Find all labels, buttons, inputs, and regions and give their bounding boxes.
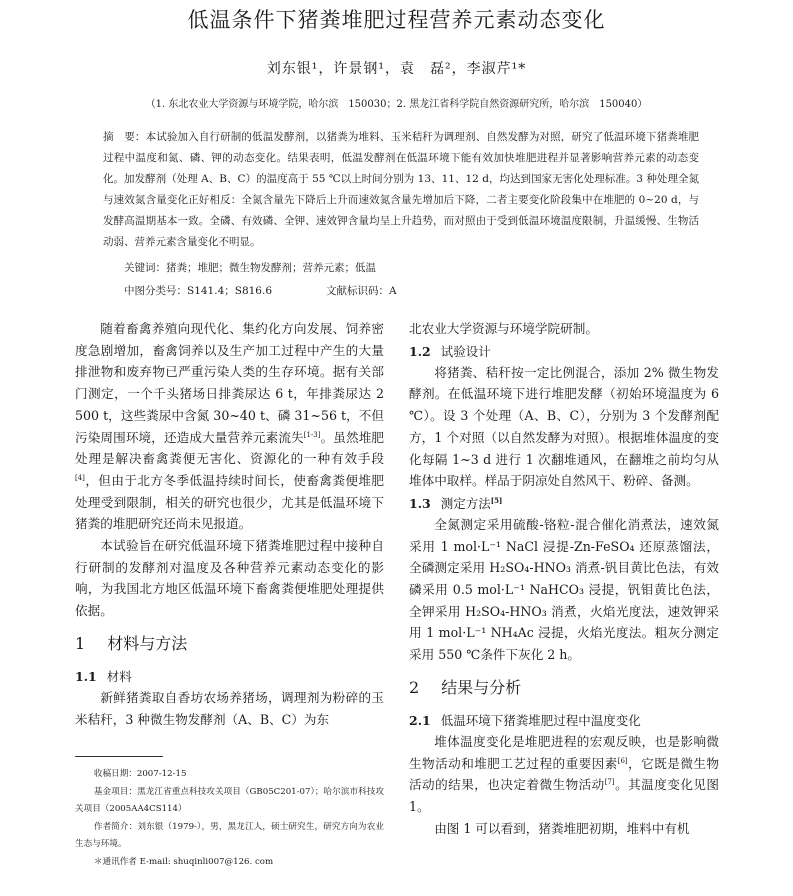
- abstract-label: 摘 要：: [103, 131, 146, 143]
- intro-paragraph-1: 随着畜禽养殖向现代化、集约化方向发展、饲养密度急剧增加，畜禽饲养以及生产加工过程中产生的大量排泄物和废弃物已严重污染人类的生存环境。据有关部门测定，一个千头猪场日排粪尿达 6 t，年排粪尿达 2 500 t，这些粪尿中含氮 30~40 t、磷 31~56 t，不但污染周围环境，还造成大量营养元素流失[1-3]。虽然堆肥处理是解决畜禽粪便无害化、资源化的一种有效手段[4]，但由于北方冬季低温持续时间长，使畜禽粪便堆肥处理受到限制，相关的研究也很少，尤其是低温环境下猪粪的堆肥研究还尚未见报道。: [75, 321, 385, 532]
- paper-title: 低温条件下猪粪堆肥过程营养元素动态变化: [187, 8, 606, 32]
- clc-number: 中图分类号：S141.4；S816.6: [124, 285, 273, 297]
- intro-paragraph-2: 本试验旨在研究低温环境下猪粪堆肥过程中接种自行研制的发酵剂对温度及各种营养元素动态变化的影响，为我国北方地区低温环境下畜禽粪便堆肥处理提供依据。: [75, 538, 384, 619]
- section-heading-2: 2 结果与分析: [409, 677, 522, 697]
- footnote-received: 收稿日期：2007-12-15: [93, 769, 187, 779]
- footnote-fund: 基金项目：黑龙江省重点科技攻关项目（GB05C201-07）；哈尔滨市科技攻关项目（2005AA4CS114）: [75, 786, 384, 814]
- left-column: [75, 318, 384, 730]
- right-column: [409, 318, 719, 839]
- keywords: 关键词：猪粪；堆肥；微生物发酵剂；营养元素；低温: [124, 262, 376, 274]
- footnotes: [75, 766, 384, 871]
- citation: [1-3]: [303, 430, 321, 439]
- classification-line: [124, 283, 397, 298]
- materials-paragraph: 新鲜猪粪取自香坊农场养猪场，调理剂为粉碎的玉米秸秆，3 种微生物发酵剂（A、B、C）为东: [75, 689, 384, 727]
- abstract-text: 本试验加入自行研制的低温发酵剂，以猪粪为堆料、玉米秸秆为调理剂、自然发酵为对照，研究了低温环境下猪粪堆肥过程中温度和氮、磷、钾的动态变化。结果表明，低温发酵剂在低温环境下能有效加快堆肥进程并显著影响营养元素的动态变化。加发酵剂（处理 A、B、C）的温度高于 55 ℃以上时间分别为 13、11、12 d，均达到国家无害化处理标准。3 种处理全氮与速效氮含量变化正好相反：全氮含量先下降后上升而速效氮含量先增加后下降，二者主要变化阶段集中在堆肥的 0~20 d，与发酵高温期基本一致。全磷、有效磷、全钾、速效钾含量均呈上升趋势，而对照由于受到低温环境温度限制，升温缓慢、生物活动弱、营养元素含量变化不明显。: [103, 131, 700, 248]
- subsection-heading-1-1: 1.1 材料: [75, 668, 132, 684]
- citation: [6]: [617, 756, 628, 765]
- citation: [5]: [490, 495, 503, 505]
- citation: [7]: [604, 778, 615, 787]
- subsection-heading-2-1: 2.1 低温环境下猪粪堆肥过程中温度变化: [409, 712, 641, 728]
- footnote-author-bio: 作者简介：刘东银（1979-），男，黑龙江人，硕士研究生，研究方向为农业生态与环境。: [75, 821, 384, 849]
- temperature-paragraph: 堆体温度变化是堆肥进程的宏观反映，也是影响微生物活动和堆肥工艺过程的重要因素[6]，它既是微生物活动的结果，也决定着微生物活动[7]。其温度变化见图 1。: [409, 733, 719, 814]
- subsection-heading-1-2: 1.2 试验设计: [409, 343, 491, 359]
- affiliation: （1. 东北农业大学资源与环境学院，哈尔滨 150030；2. 黑龙江省科学院自然资源研究所，哈尔滨 150040）: [145, 99, 648, 110]
- footnote-divider: [75, 756, 163, 757]
- subsection-heading-1-3: 1.3 测定方法[5]: [409, 495, 503, 511]
- citation: [4]: [75, 473, 85, 482]
- abstract: [103, 127, 699, 253]
- document-code: 文献标识码：A: [326, 285, 397, 297]
- materials-continuation: 北农业大学资源与环境学院研制。: [409, 321, 598, 336]
- methods-paragraph: 全氮测定采用硫酸-铬粒-混合催化消煮法，速效氮采用 1 mol·L⁻¹ NaCl 浸提-Zn-FeSO₄ 还原蒸馏法，全磷测定采用 H₂SO₄-HNO₃ 消煮-钒目黄比色法，有效磷采用 0.5 mol·L⁻¹ NaHCO₃ 浸提，钒钼黄比色法，全钾采用 H₂SO₄-HNO₃ 消煮，火焰光度法，速效钾采用 1 mol·L⁻¹ NH₄Ac 浸提，火焰光度法。粗灰分测定采用 550 ℃条件下灰化 2 h。: [409, 516, 719, 663]
- author-list: 刘东银¹，许景钢¹，袁 磊²，李淑芹¹*: [266, 61, 527, 77]
- temperature-paragraph-2: 由图 1 可以看到，猪粪堆肥初期，堆料中有机: [434, 820, 690, 836]
- design-paragraph: 将猪粪、秸秆按一定比例混合，添加 2% 微生物发酵剂。在低温环境下进行堆肥发酵（初始环境温度为 6 ℃）。设 3 个处理（A、B、C），分别为 3 个发酵剂配方，1 个对照（以自然发酵为对照）。根据堆体温度的变化每隔 1~3 d 进行 1 次翻堆通风，在翻堆之前均匀从堆体中取样。样品于阴凉处自然风干、粉碎、备测。: [409, 364, 719, 489]
- footnote-contact: ＊通讯作者 E-mail: shuqinli007@126. com: [93, 856, 274, 867]
- section-heading-1: 1 材料与方法: [75, 633, 188, 653]
